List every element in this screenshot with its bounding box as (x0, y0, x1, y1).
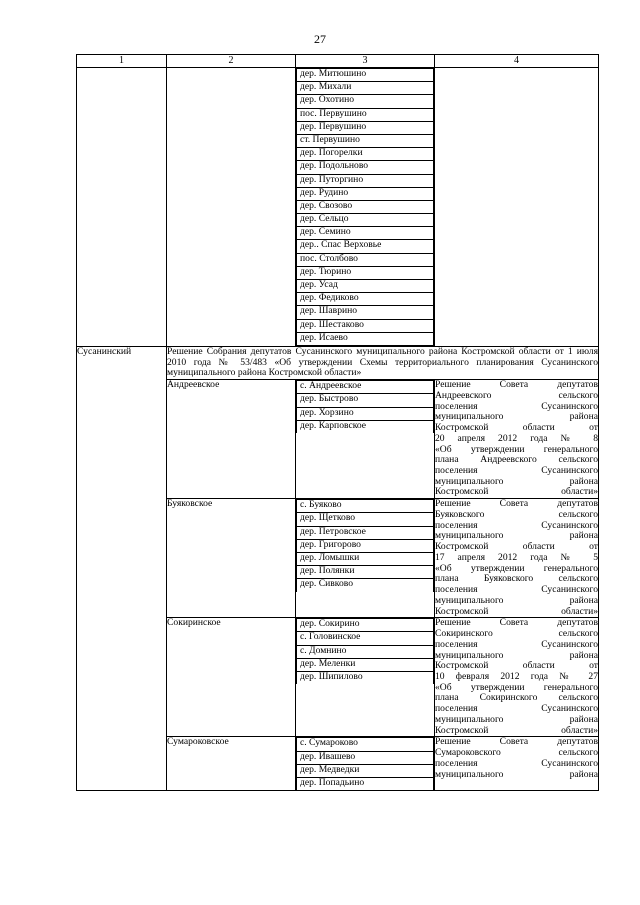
continuation-village-list (296, 68, 435, 347)
settlement-name: Андреевское (167, 380, 296, 499)
settlement-decision: Решение Совета депутатов Андреевского сельского поселения Сусанинского муниципального района Костромской области от 20 апреля 2012 года № 8 «Об утверждении генерального плана Андреевского сельского поселения Сусанинского муниципального района Костромской области» (435, 379, 598, 498)
district-row (77, 346, 599, 379)
village-item: дер. Щетково (296, 513, 434, 526)
village-item: дер. Исаево (296, 333, 434, 346)
village-item: дер. Погорелки (296, 148, 434, 161)
village-item: дер. Меленки (296, 659, 434, 672)
column-header-2: 2 (167, 55, 296, 68)
territorial-planning-table (76, 54, 599, 791)
village-item: дер. Шипилово (296, 672, 434, 684)
village-item: дер. Попадьино (296, 778, 434, 790)
village-item: пос. Первушино (296, 109, 434, 122)
village-item: дер. Карповское (296, 421, 434, 433)
village-item: дер. Рудино (296, 188, 434, 201)
settlement-village-list (296, 618, 435, 737)
village-item: с. Буяково (296, 499, 434, 513)
village-item: дер. Шаврино (296, 306, 434, 319)
village-item: с. Домнино (296, 646, 434, 659)
village-item: дер. Хорзино (296, 408, 434, 421)
village-item: дер. Семино (296, 227, 434, 240)
village-item: с. Головинское (296, 632, 434, 645)
page-number: 27 (314, 32, 326, 46)
village-item: дер. Подольново (296, 161, 434, 174)
village-item: дер. Свозово (296, 201, 434, 214)
village-item: дер. Федиково (296, 293, 434, 306)
settlement-decision: Решение Совета депутатов Сумароковского сельского поселения Сусанинского муниципального района (435, 737, 599, 791)
village-item: дер. Ивашево (296, 752, 434, 765)
village-item: дер. Михали (296, 82, 434, 95)
settlement-name: Буяковское (167, 499, 296, 618)
column-header-row (77, 55, 599, 68)
settlement-name: Сумароковское (167, 737, 296, 791)
column-header-4: 4 (435, 55, 599, 68)
village-item: дер. Быстрово (296, 394, 434, 407)
village-item: дер. Сивково (296, 579, 434, 591)
continuation-settlement-cell (167, 68, 296, 347)
village-item: дер. Путоргино (296, 175, 434, 188)
continuation-decision-cell (435, 68, 599, 347)
district-decision: Решение Собрания депутатов Сусанинского муниципального района Костромской области от 1 июля 2010 года № 53/483 «Об утверждении Схемы территориального планирования Сусанинского муниципального района Костромской области» (167, 345, 598, 379)
village-item: дер.. Спас Верховье (296, 240, 434, 253)
village-item: дер. Первушино (296, 122, 434, 135)
settlement-decision: Решение Совета депутатов Буяковского сельского поселения Сусанинского муниципального района Костромской области от 17 апреля 2012 года № 5 «Об утверждении генерального плана Буяковского сельского поселения Сусанинского муниципального района Костромской области» (435, 498, 598, 617)
village-item: дер. Григорово (296, 540, 434, 553)
settlement-village-list (296, 380, 435, 499)
settlement-village-list (296, 499, 435, 618)
village-item: дер. Охотино (296, 95, 434, 108)
settlement-name: Сокиринское (167, 618, 296, 737)
village-item: дер. Ломышки (296, 553, 434, 566)
village-item: дер. Шестаково (296, 320, 434, 333)
village-item: дер. Усад (296, 280, 434, 293)
column-header-3: 3 (296, 55, 435, 68)
village-item: дер. Митюшино (296, 68, 434, 82)
column-header-1: 1 (77, 55, 167, 68)
village-item: дер. Петровское (296, 527, 434, 540)
district-name: Сусанинский (77, 346, 167, 790)
village-item: с. Сумароково (296, 737, 434, 751)
village-item: дер. Тюрино (296, 267, 434, 280)
village-item: дер. Медведки (296, 765, 434, 778)
village-item: дер. Полянки (296, 566, 434, 579)
village-item: ст. Первушино (296, 135, 434, 148)
document-table-wrapper (76, 54, 598, 791)
village-item: дер. Сельцо (296, 214, 434, 227)
continuation-district-cell (77, 68, 167, 347)
village-item: дер. Сокирино (296, 618, 434, 632)
settlement-village-list (296, 737, 435, 791)
settlement-decision: Решение Совета депутатов Сокиринского сельского поселения Сусанинского муниципального района Костромской области от 10 февраля 2012 года № 27 «Об утверждении генерального плана Сокиринского сельского поселения Сусанинского муниципального района Костромской области» (435, 617, 598, 736)
village-item: пос. Столбово (296, 254, 434, 267)
village-item: с. Андреевское (296, 380, 434, 394)
continuation-row (77, 68, 599, 347)
